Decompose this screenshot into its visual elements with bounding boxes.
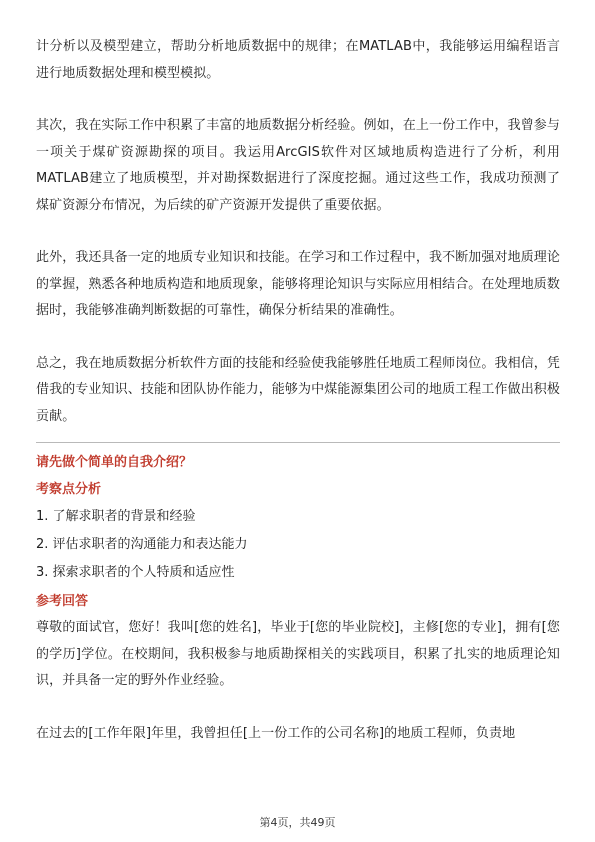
list-item: 3. 探索求职者的个人特质和适应性 <box>36 565 235 580</box>
answer-heading: 参考回答 <box>36 594 89 609</box>
question-title: 请先做个简单的自我介绍？ <box>36 455 193 470</box>
page-number: 第4页，共49页 <box>259 816 336 829</box>
analysis-heading: 考察点分析 <box>36 482 102 497</box>
paragraph: 总之，我在地质数据分析软件方面的技能和经验使我能够胜任地质工程师岗位。我相信，凭借我的专业知识、技能和团队协作能力，能够为中煤能源集团公司的地质工程工作做出积极贡献。 <box>36 355 561 424</box>
paragraph: 计分析以及模型建立，帮助分析地质数据中的规律；在MATLAB中，我能够运用编程语言进行地质数据处理和模型模拟。 <box>36 39 560 81</box>
paragraph: 此外，我还具备一定的地质专业知识和技能。在学习和工作过程中，我不断加强对地质理论的掌握，熟悉各种地质构造和地质现象，能够将理论知识与实际应用相结合。在处理地质数据时，我能够准确判断数据的可靠性，确保分析结果的准确性。 <box>36 250 561 318</box>
list-item: 2. 评估求职者的沟通能力和表达能力 <box>36 537 248 552</box>
document-page <box>36 34 560 747</box>
paragraph: 其次，我在实际工作中积累了丰富的地质数据分析经验。例如，在上一份工作中，我曾参与一项关于煤矿资源勘探的项目。我运用ArcGIS软件对区域地质构造进行了分析，利用MATLAB建立了地质模型，并对勘探数据进行了深度挖掘。通过这些工作，我成功预测了煤矿资源分布情况，为后续的矿产资源开发提供了重要依据。 <box>36 118 561 213</box>
paragraph: 尊敬的面试官，您好！我叫[您的姓名]，毕业于[您的毕业院校]，主修[您的专业]，拥有[您的学历]学位。在校期间，我积极参与地质勘探相关的实践项目，积累了扎实的地质理论知识，并具备一定的野外作业经验。 <box>36 620 560 688</box>
section-divider <box>36 442 560 443</box>
list-item: 1. 了解求职者的背景和经验 <box>36 509 196 524</box>
paragraph: 在过去的[工作年限]年里，我曾担任[上一份工作的公司名称]的地质工程师，负责地 <box>36 725 516 741</box>
